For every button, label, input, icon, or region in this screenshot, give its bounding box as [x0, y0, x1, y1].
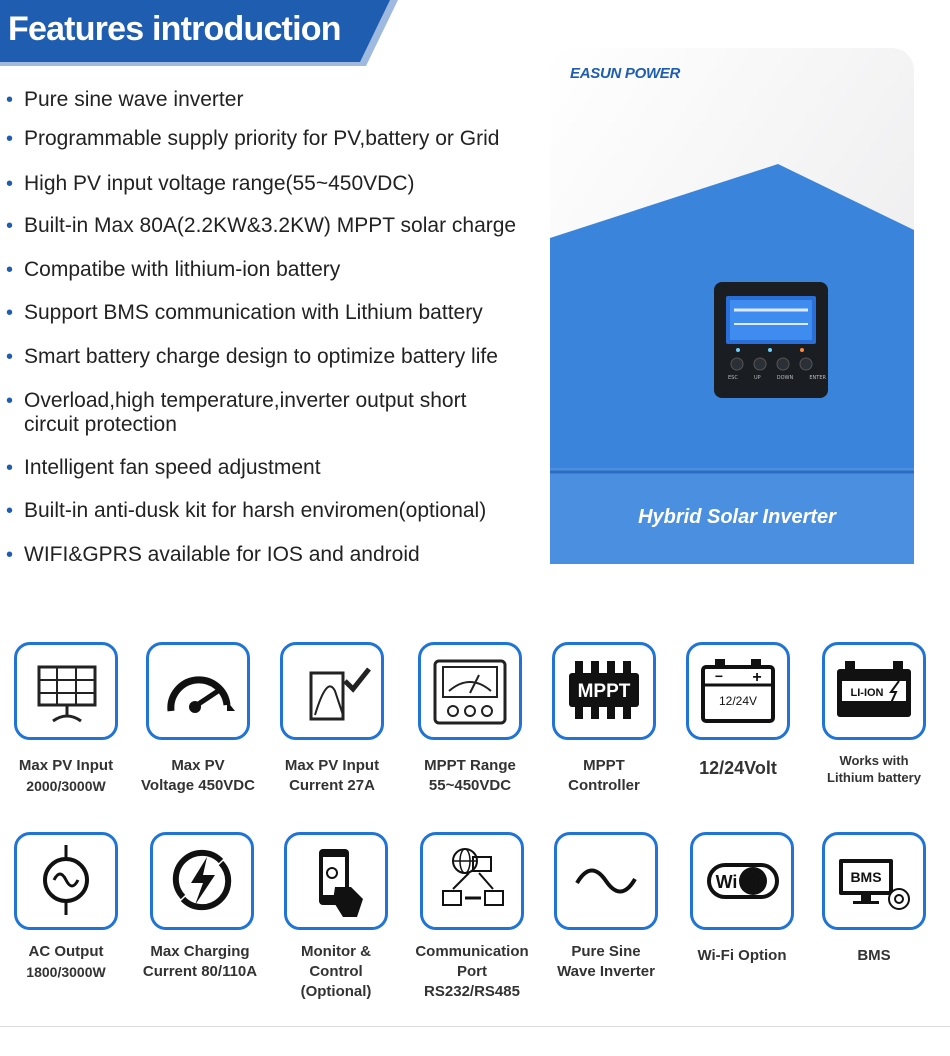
- list-item: • Intelligent fan speed adjustment: [6, 456, 321, 479]
- wifi-tile: [690, 832, 794, 930]
- list-item: • High PV input voltage range(55~450VDC): [6, 172, 415, 195]
- bottom-divider: [0, 1026, 950, 1027]
- label-pure-sine: Pure Sine Wave Inverter: [557, 943, 655, 980]
- svg-text:+: +: [752, 669, 762, 686]
- list-item: • Support BMS communication with Lithium battery: [6, 301, 483, 324]
- header-banner: [0, 0, 400, 66]
- mppt-chip-icon: [555, 645, 653, 737]
- meter-tile: [418, 642, 522, 740]
- mppt-chip-text: MPPT: [577, 681, 631, 702]
- solar-panel-tile: [14, 642, 118, 740]
- label-mppt-range: MPPT Range 55~450VDC: [424, 757, 516, 794]
- network-icon: [423, 835, 521, 927]
- ac-output-tile: [14, 832, 118, 930]
- solar-panel-icon: [17, 645, 115, 737]
- product-label: Hybrid Solar Inverter: [638, 506, 836, 528]
- monitor-tile: [284, 832, 388, 930]
- bms-icon: [825, 835, 923, 927]
- battery-icon: [689, 645, 787, 737]
- phone-icon: [287, 835, 385, 927]
- gauge-icon: [149, 645, 247, 737]
- wifi-text: Wi Fi: [715, 872, 759, 892]
- label-wifi: Wi-Fi Option: [697, 947, 787, 964]
- battery-voltage-text: 12/24V: [718, 694, 758, 708]
- list-item: • Compatibe with lithium-ion battery: [6, 258, 341, 281]
- gauge-tile: [146, 642, 250, 740]
- sine-wave-tile: [554, 832, 658, 930]
- inverter-image: [550, 48, 914, 564]
- current-curve-icon: [283, 645, 381, 737]
- label-bms: BMS: [857, 947, 891, 964]
- up-label: UP: [753, 375, 761, 381]
- list-item: • Smart battery charge design to optimize battery life: [6, 345, 498, 368]
- down-label: DOWN: [776, 375, 794, 381]
- label-voltage: 12/24Volt: [699, 758, 777, 778]
- inverter-illustration: [550, 48, 914, 564]
- current-tile: [280, 642, 384, 740]
- list-item: • Built-in anti-dusk kit for harsh enviromen(optional): [6, 499, 487, 522]
- enter-label: ENTER: [809, 375, 826, 381]
- battery-tile: [686, 642, 790, 740]
- svg-text:−: −: [714, 668, 724, 684]
- panel-button-labels: [728, 375, 826, 381]
- sine-wave-icon: [557, 835, 655, 927]
- list-item: • Overload,high temperature,inverter output short circuit protection: [6, 389, 467, 436]
- charging-tile: [150, 832, 254, 930]
- label-max-pv-voltage: Max PV Voltage 450VDC: [141, 757, 255, 794]
- label-lithium: Works with Lithium battery: [827, 753, 921, 785]
- lithium-text: LI-ION: [850, 687, 884, 699]
- label-max-charging: Max Charging Current 80/110A: [142, 943, 258, 980]
- list-item: • Programmable supply priority for PV,battery or Grid: [6, 127, 500, 150]
- communication-tile: [420, 832, 524, 930]
- label-max-pv-input: Max PV Input 2000/3000W: [18, 757, 114, 794]
- label-ac-output: AC Output 1800/3000W: [26, 943, 106, 980]
- bms-tile: [822, 832, 926, 930]
- list-item: • Built-in Max 80A(2.2KW&3.2KW) MPPT solar charge: [6, 214, 517, 237]
- list-item: • WIFI&GPRS available for IOS and android: [6, 543, 420, 566]
- label-communication: Communication Port RS232/RS485: [415, 943, 529, 1000]
- mppt-tile: [552, 642, 656, 740]
- page-title: Features introduction: [8, 10, 341, 48]
- ac-output-icon: [17, 835, 115, 927]
- label-mppt-controller: MPPT Controller: [568, 757, 640, 794]
- lithium-battery-icon: [825, 645, 923, 737]
- label-monitor: Monitor & Control (Optional): [300, 943, 372, 1000]
- esc-label: ESC: [728, 375, 738, 381]
- charging-icon: [153, 835, 251, 927]
- brand-logo: EASUN POWER: [570, 65, 681, 82]
- bms-text: BMS: [850, 869, 882, 885]
- lithium-tile: [822, 642, 926, 740]
- list-item: • Pure sine wave inverter: [6, 88, 244, 111]
- label-max-pv-current: Max PV Input Current 27A: [284, 757, 380, 794]
- meter-icon: [421, 645, 519, 737]
- wifi-icon: [693, 835, 791, 927]
